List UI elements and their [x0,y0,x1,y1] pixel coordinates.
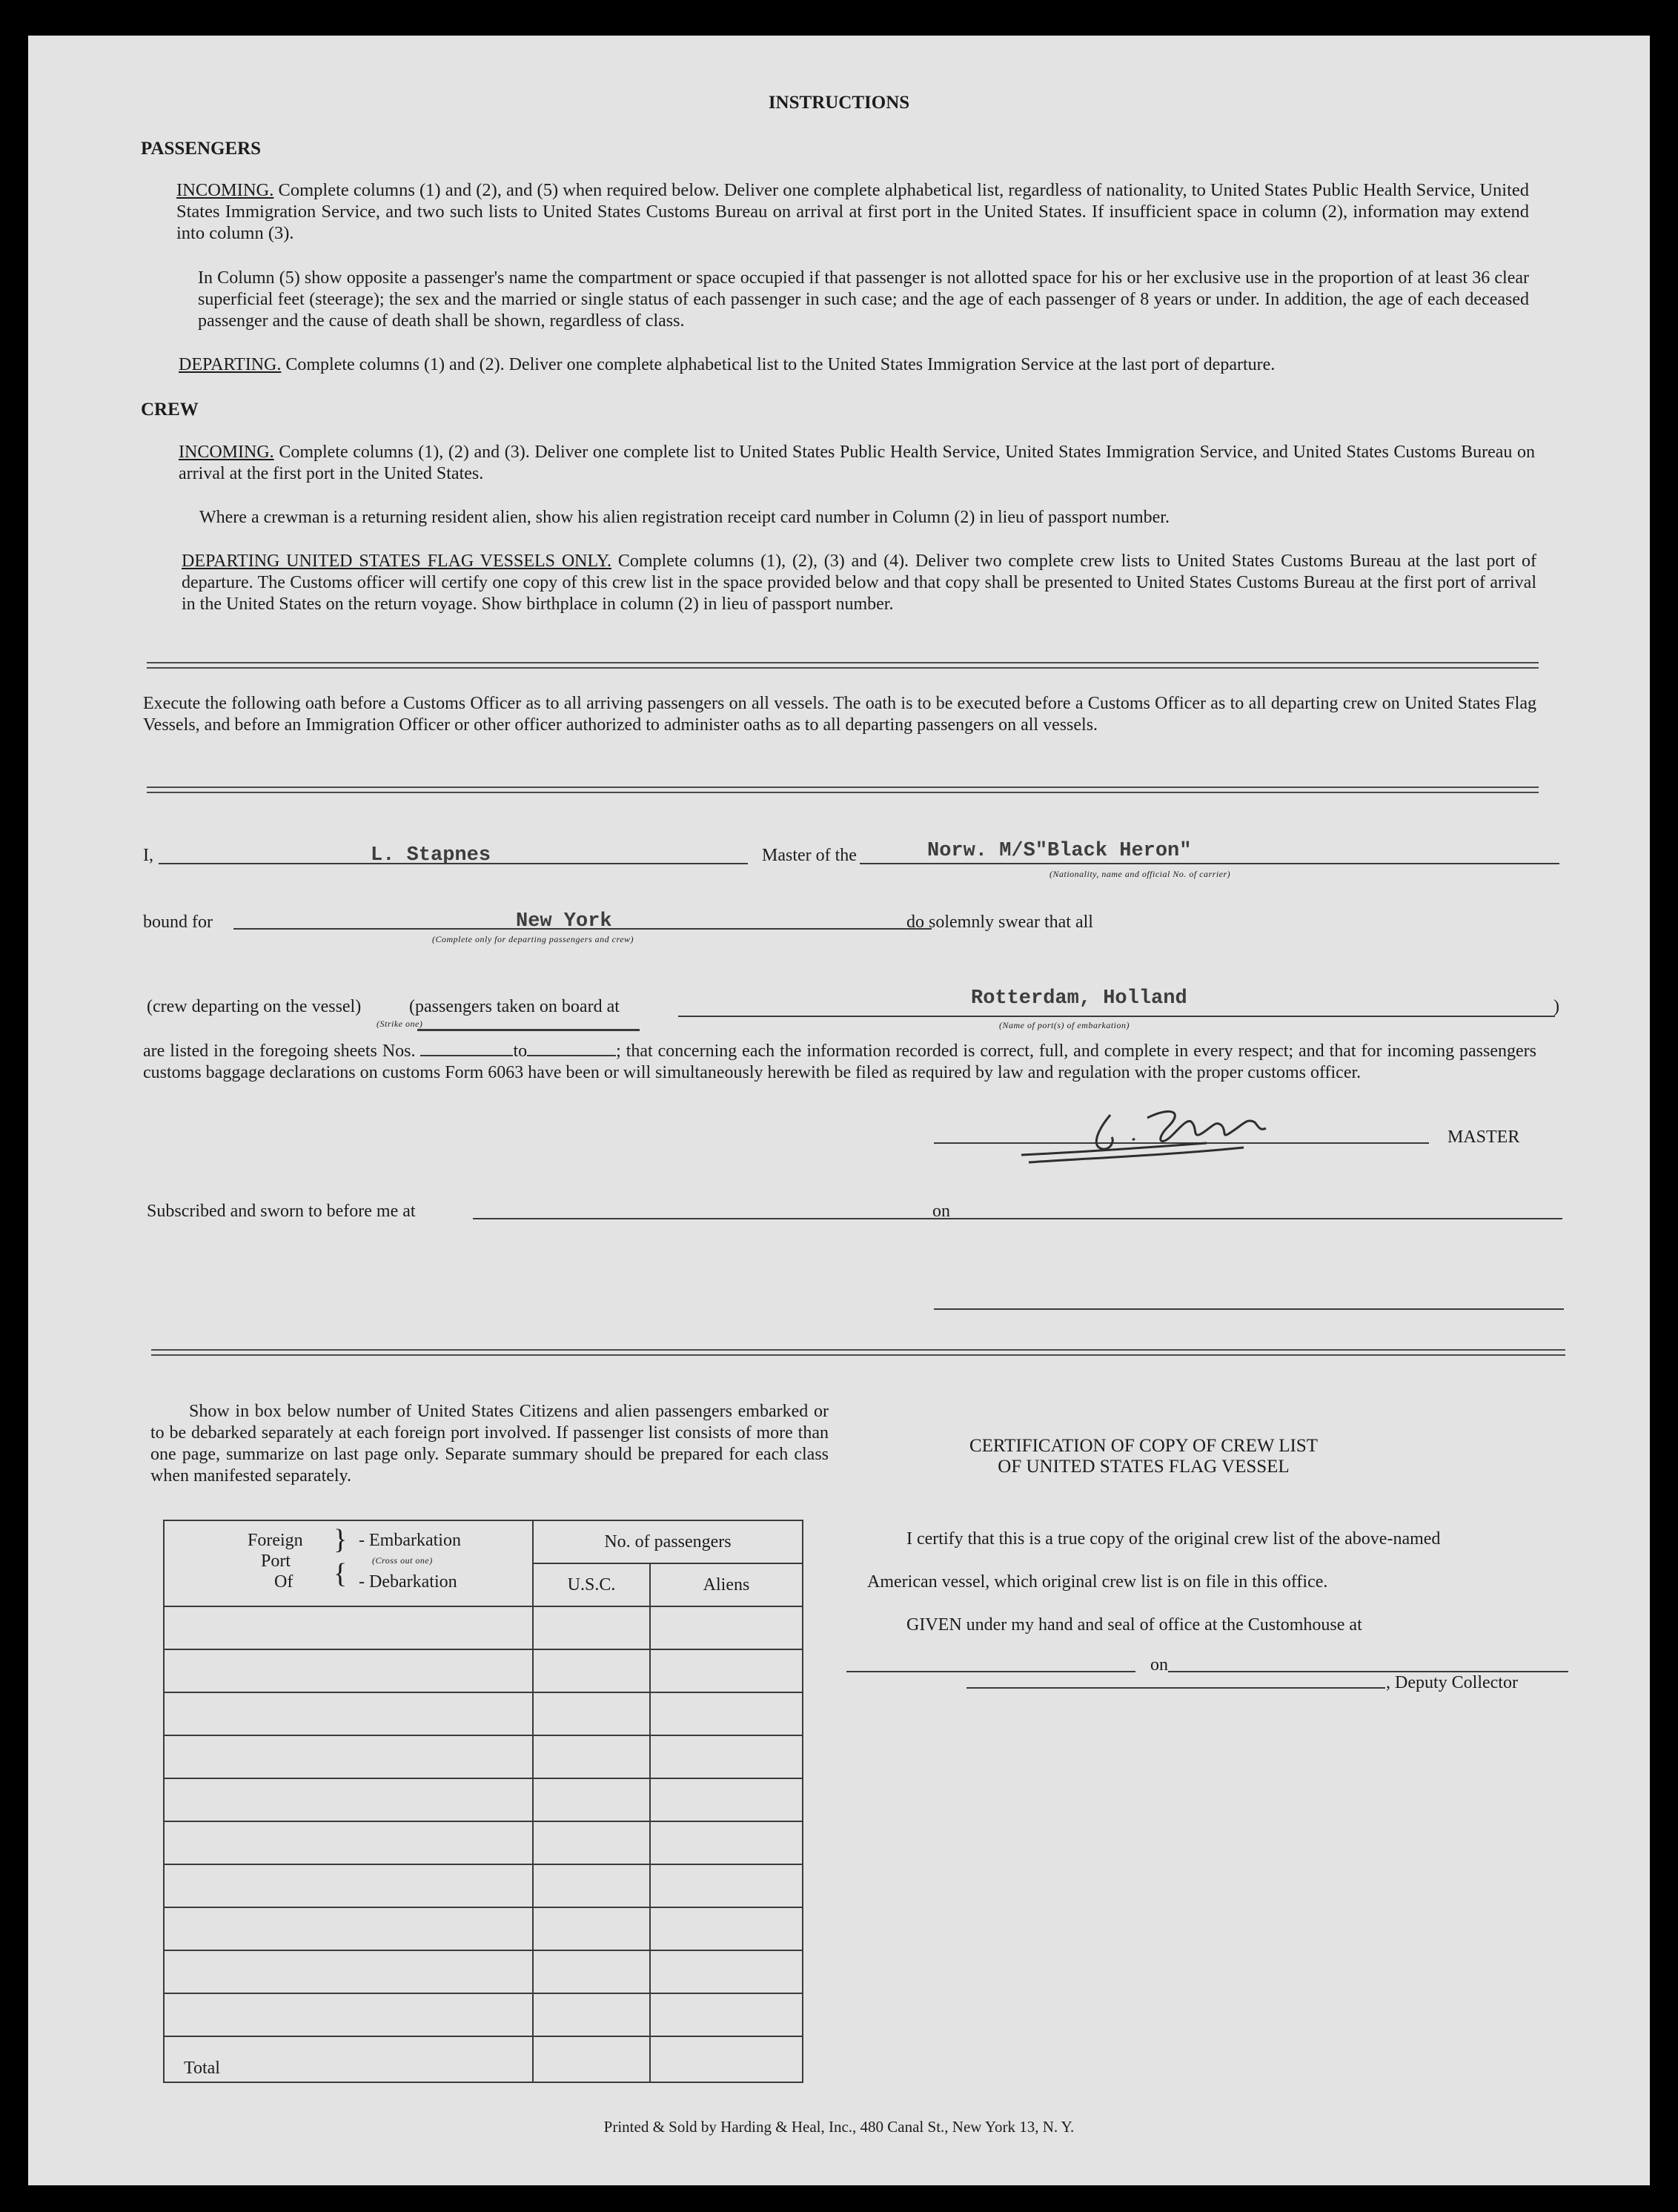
embarkation-value: Rotterdam, Holland [971,987,1187,1010]
to-label: to [513,1042,528,1061]
divider-double [151,1349,1565,1356]
aliens-cell[interactable] [650,1907,803,1950]
sheets-from-blank [420,1055,513,1056]
crew-incoming-text: Complete columns (1), (2) and (3). Deliver one complete list to United States Public Health Service, United States Immigration Service, and United States Customs Bureau on arrival at the first port in the United States. [179,443,1536,483]
table-row [164,1821,803,1864]
passengers-incoming-text: Complete columns (1) and (2), and (5) when required below. Deliver one complete alphabetical list, regardless of nationality, to United States Public Health Service, United States Immigration Service, and two such lists to United States Customs Bureau on arrival at first port in the United States. If insufficient space in column (2), information may extend into column (3). [176,180,1530,243]
crew-resident-paragraph: Where a crewman is a returning resident alien, show his alien registration receipt card number in Column (2) in lieu of passport number. [199,508,1170,527]
col-of: Of [274,1572,294,1592]
usc-cell[interactable] [533,1993,650,2036]
foreign-port-header [164,1520,533,1606]
strike-line [417,1029,640,1031]
embarkation-caption: (Name of port(s) of embarkation) [999,1020,1130,1030]
col-port: Port [261,1552,291,1571]
debarkation-label: - Debarkation [359,1572,457,1592]
passengers-departing-paragraph [179,354,1535,376]
usc-cell[interactable] [533,1950,650,1993]
passengers-incoming-paragraph [176,179,1529,244]
sheets-text: ; that concerning each the information recorded is correct, full, and complete in every respect; and that for incoming passengers customs baggage declarations on customs Form 6063 have been or will simultaneously herewith be filed as required by law and regulation with the proper customs officer. [143,1042,1536,1082]
certification-title-line1: CERTIFICATION OF COPY OF CREW LIST [969,1436,1319,1456]
vessel-caption: (Nationality, name and official No. of carrier) [1049,869,1231,879]
crew-departing-paragraph [182,551,1536,615]
master-of-label: Master of the [762,846,857,865]
bound-for-value: New York [516,910,612,933]
divider-double [147,787,1539,793]
certification-on-label: on [1150,1655,1168,1675]
table-row [164,1778,803,1821]
i-label: I, [143,846,153,865]
usc-cell[interactable] [533,1821,650,1864]
port-cell[interactable] [164,1649,533,1692]
port-cell[interactable] [164,1606,533,1649]
american-vessel-text: American vessel, which original crew list is on file in this office. [867,1572,1328,1592]
port-cell[interactable] [164,1950,533,1993]
crew-heading: CREW [141,400,199,420]
port-cell[interactable] [164,1993,533,2036]
usc-cell[interactable] [533,1735,650,1778]
port-cell[interactable] [164,1907,533,1950]
usc-cell[interactable] [533,1692,650,1735]
embarkation-line [678,1016,1555,1017]
bound-for-label: bound for [143,913,213,932]
deputy-collector-label: , Deputy Collector [1386,1673,1518,1692]
deputy-collector-line [966,1687,1385,1689]
aliens-cell[interactable] [650,1993,803,2036]
aliens-cell[interactable] [650,1606,803,1649]
aliens-cell[interactable] [650,1735,803,1778]
crew-incoming-paragraph [179,442,1535,485]
subscribed-date-line [955,1218,1562,1219]
given-text: GIVEN under my hand and seal of office at the Customhouse at [906,1615,1362,1635]
vessel-value: Norw. M/S"Black Heron" [927,840,1192,862]
sheets-prefix: are listed in the foregoing sheets Nos. [143,1042,416,1061]
document-sheet [28,36,1650,2185]
swear-text: do solemnly swear that all [906,913,1093,932]
crew-incoming-label: INCOMING. [179,443,274,462]
master-signature [1021,1103,1333,1170]
oath-intro: Execute the following oath before a Customs Officer as to all arriving passengers on all vessels. The oath is to be executed before a Customs Officer as to all departing crew on United States Flag Vessels, and before an Immigration Officer or other officer authorized to administer oaths as to all departing passengers on all vessels. [143,694,1536,735]
port-cell[interactable] [164,1692,533,1735]
master-name-value: L. Stapnes [371,844,491,867]
subscribed-label: Subscribed and sworn to before me at [147,1202,416,1221]
embarkation-label: - Embarkation [359,1531,461,1550]
table-row [164,1907,803,1950]
table-row [164,1993,803,2036]
table-row [164,1950,803,1993]
total-label: Total [164,2036,533,2082]
passengers-taken-option: (passengers taken on board at [409,997,620,1016]
table-row [164,1606,803,1649]
summary-header-row [164,1520,803,1563]
table-row [164,1864,803,1907]
usc-cell[interactable] [533,1778,650,1821]
strike-caption: (Strike one) [377,1019,423,1029]
total-row [164,2036,803,2082]
certification-title-line2: OF UNITED STATES FLAG VESSEL [998,1457,1290,1477]
usc-cell[interactable] [533,1649,650,1692]
passenger-summary-table [163,1520,803,2083]
master-label: MASTER [1447,1127,1520,1147]
aliens-header: Aliens [650,1563,803,1606]
aliens-cell[interactable] [650,1649,803,1692]
column5-paragraph: In Column (5) show opposite a passenger's name the compartment or space occupied if that passenger is not allotted space for his or her exclusive use in the proportion of at least 36 clear superficial feet (steerage); the sex and the married or single status of each passenger in such case; and the age of each passenger of 8 years or under. In addition, the age of each deceased passenger and the cause of death shall be shown, regardless of class. [198,268,1529,331]
divider-double [147,662,1539,669]
table-row [164,1692,803,1735]
table-row [164,1735,803,1778]
printer-footer: Printed & Sold by Harding & Heal, Inc., 480 Canal St., New York 13, N. Y. [603,2118,1075,2136]
aliens-cell[interactable] [650,1778,803,1821]
aliens-cell[interactable] [650,1950,803,1993]
sheets-to-blank [527,1055,616,1056]
crew-departing-text: Complete columns (1), (2), (3) and (4). Deliver two complete crew lists to United States Customs Bureau at the last port of departure. The Customs officer will certify one copy of this crew list in the space provided below and that copy shall be presented to United States Customs Bureau at the first port of arrival in the United States on the return voyage. Show birthplace in column (2) in lieu of passport number. [182,552,1537,614]
certify-text: I certify that this is a true copy of the original crew list of the above-named [906,1529,1441,1549]
table-row [164,1649,803,1692]
col-foreign: Foreign [248,1531,303,1550]
bound-for-caption: (Complete only for departing passengers and crew) [432,934,634,944]
no-passengers-header: No. of passengers [533,1520,803,1563]
subscribed-place-line [473,1218,961,1219]
usc-cell[interactable] [533,1606,650,1649]
aliens-cell[interactable] [650,1821,803,1864]
crew-departing-option: (crew departing on the vessel) [147,997,362,1016]
aliens-total-cell[interactable] [650,2036,803,2082]
usc-total-cell[interactable] [533,2036,650,2082]
brace-glyph: { [334,1558,348,1589]
passengers-heading: PASSENGERS [141,139,262,159]
port-cell[interactable] [164,1735,533,1778]
customhouse-place-line [846,1671,1135,1672]
passengers-departing-label: DEPARTING. [179,355,282,374]
aliens-cell[interactable] [650,1692,803,1735]
officer-signature-line [934,1308,1564,1310]
port-cell[interactable] [164,1864,533,1907]
close-paren: ) [1553,997,1559,1016]
summary-instructions: Show in box below number of United States Citizens and alien passengers embarked or to be debarked separately at each foreign port involved. If passenger list consists of more than one page, summarize on last page only. Separate summary should be prepared for each class when manifested separately. [150,1402,829,1486]
usc-cell[interactable] [533,1907,650,1950]
vessel-line [860,863,1559,864]
port-cell[interactable] [164,1821,533,1864]
crew-departing-label: DEPARTING UNITED STATES FLAG VESSELS ONLY. [182,552,611,571]
passengers-departing-text: Complete columns (1) and (2). Deliver one complete alphabetical list to the United States Immigration Service at the last port of departure. [285,355,1276,374]
aliens-cell[interactable] [650,1864,803,1907]
port-cell[interactable] [164,1778,533,1821]
sheets-paragraph [143,1041,1536,1084]
usc-cell[interactable] [533,1864,650,1907]
instructions-title: INSTRUCTIONS [768,93,910,113]
usc-header: U.S.C. [533,1563,650,1606]
brace-glyph: } [334,1524,348,1555]
subscribed-on-label: on [932,1202,950,1221]
passengers-incoming-label: INCOMING. [176,180,274,200]
cross-out-caption: (Cross out one) [372,1555,433,1566]
